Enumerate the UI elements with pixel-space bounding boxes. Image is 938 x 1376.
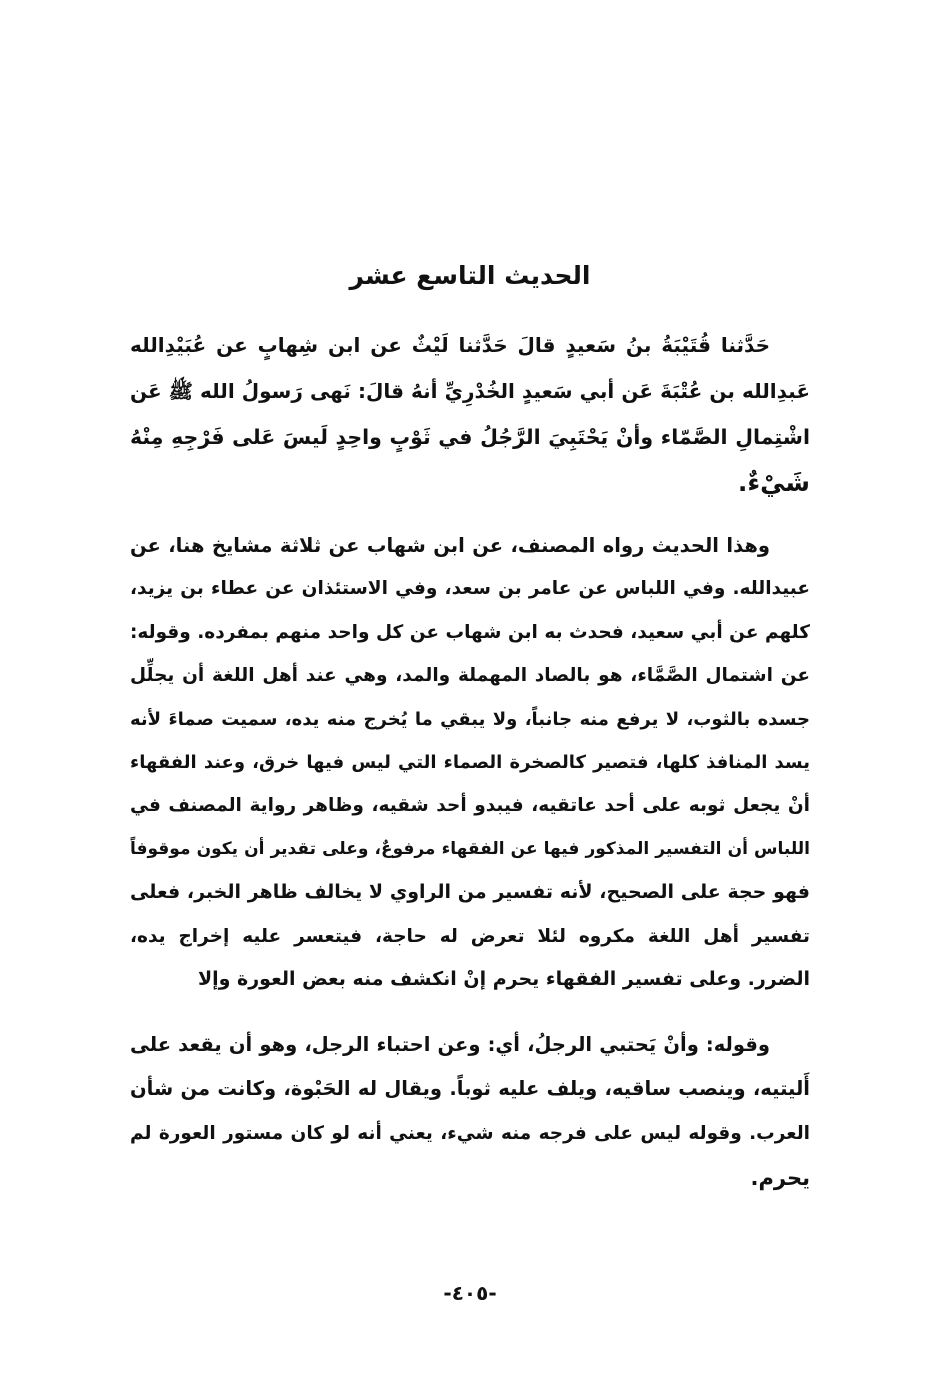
commentary-line: وقوله: وأنْ يَحتبي الرجلُ، أي: وعن احتباء الرجل، وهو أن يقعد على bbox=[130, 1033, 770, 1056]
commentary-line: أنْ يجعل ثوبه على أحد عاتقيه، فيبدو أحد شقيه، وظاهر رواية المصنف في bbox=[130, 795, 810, 817]
hadith-line: حَدَّثنا قُتَيْبَةُ بنُ سَعيدٍ قالَ حَدَّثنا لَيْثٌ عن ابن شِهابٍ عن عُبَيْدِالله bbox=[130, 333, 770, 357]
hadith-text bbox=[130, 322, 810, 506]
commentary-line: وهذا الحديث رواه المصنف، عن ابن شهاب عن ثلاثة مشايخ هنا، عن bbox=[130, 534, 770, 557]
hadith-line: عَبدِالله بن عُتْبَةَ عَن أبي سَعيدٍ الخُدْرِيِّ أنهُ قالَ: نَهى رَسولُ الله ﷺ عَن bbox=[130, 379, 810, 403]
page-number: -٤٠٥- bbox=[443, 1281, 497, 1305]
commentary-line: عن اشتمال الصَّمَّاء، هو بالصاد المهملة والمد، وهي عند أهل اللغة أن يجلِّل bbox=[130, 665, 810, 687]
commentary-line: فهو حجة على الصحيح، لأنه تفسير من الراوي لا يخالف ظاهر الخبر، فعلى bbox=[130, 881, 810, 904]
commentary-line: أَليتيه، وينصب ساقيه، ويلف عليه ثوباً. ويقال له الحَبْوة، وكانت من شأن bbox=[130, 1077, 810, 1101]
hadith-line: اشْتِمالِ الصَّمّاء وأنْ يَحْتَبِيَ الرَّجُلُ في ثَوْبٍ واحِدٍ لَيسَ عَلى فَرْجِهِ مِنْهُ bbox=[130, 425, 810, 449]
commentary-line: كلهم عن أبي سعيد، فحدث به ابن شهاب عن كل واحد منهم بمفرده. وقوله: bbox=[130, 621, 810, 643]
commentary-line: عبيدالله. وفي اللباس عن عامر بن سعد، وفي الاستئذان عن عطاء بن يزيد، bbox=[130, 578, 810, 600]
commentary-line: الضرر. وعلى تفسير الفقهاء يحرم إنْ انكشف منه بعض العورة وإلا bbox=[197, 967, 810, 990]
commentary-line: يسد المنافذ كلها، فتصير كالصخرة الصماء التي ليس فيها خرق، وعند الفقهاء bbox=[130, 751, 810, 773]
chapter-heading: الحديث التاسع عشر bbox=[349, 261, 591, 290]
hadith-line: شَيْءٌ. bbox=[737, 468, 810, 497]
commentary-line: جسده بالثوب، لا يرفع منه جانباً، ولا يبقي ما يُخرج منه يده، سميت صماءَ لأنه bbox=[130, 708, 810, 730]
commentary-line: تفسير أهل اللغة مكروه لئلا تعرض له حاجة، فيتعسر عليه إخراج يده، bbox=[130, 925, 810, 947]
commentary-line: يحرم. bbox=[750, 1165, 810, 1190]
commentary-paragraph bbox=[130, 1023, 810, 1200]
commentary-line: العرب. وقوله ليس على فرجه منه شيء، يعني أنه لو كان مستور العورة لم bbox=[130, 1122, 810, 1144]
commentary-paragraph bbox=[130, 524, 810, 1001]
commentary-line: اللباس أن التفسير المذكور فيها عن الفقهاء مرفوعٌ، وعلى تقدير أن يكون موقوفاً bbox=[130, 838, 810, 859]
